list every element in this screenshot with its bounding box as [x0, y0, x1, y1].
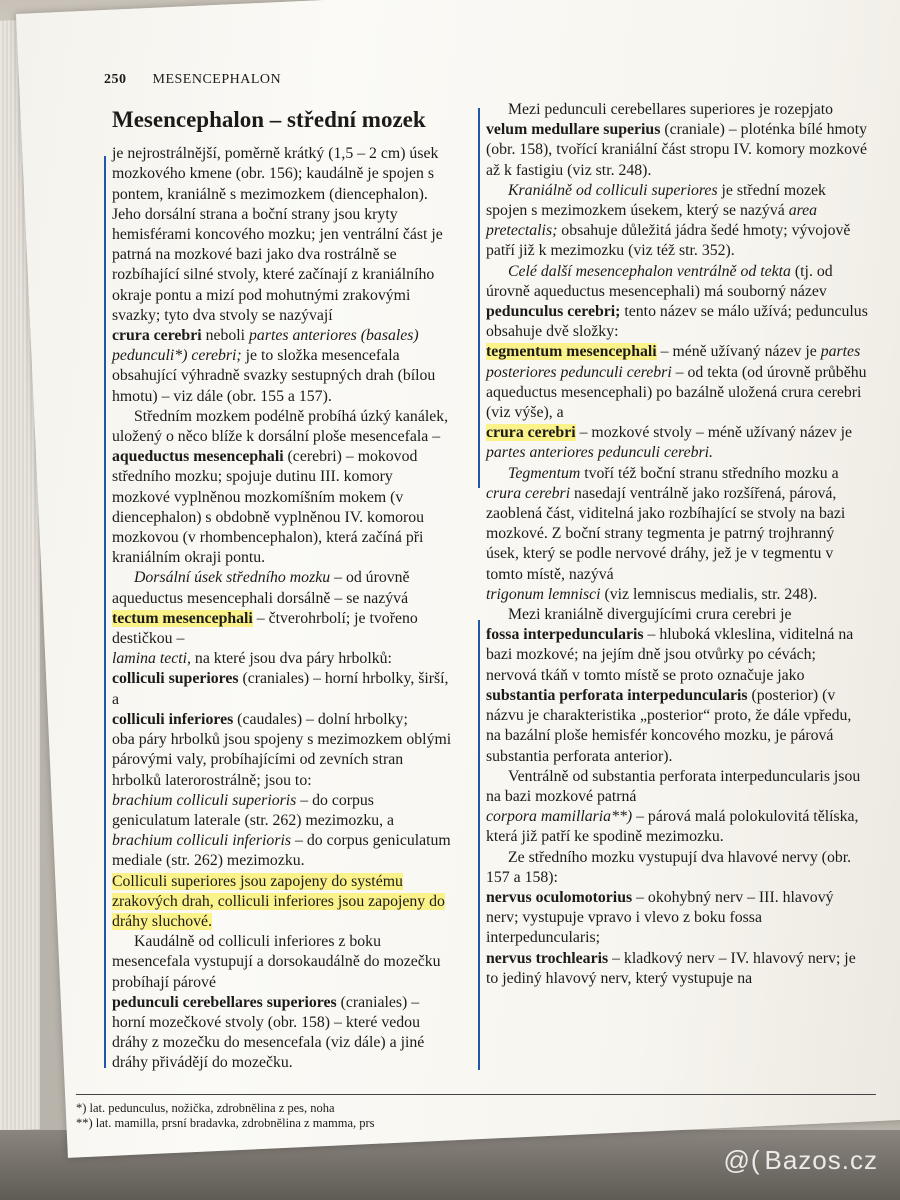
paragraph: pedunculus cerebri; tento název se málo užívá; pedunculus obsahuje dvě složky:	[486, 303, 868, 341]
page-number: 250	[104, 72, 127, 87]
paragraph: trigonum lemnisci (viz lemniscus medialis, str. 248).	[486, 585, 818, 603]
paragraph: nervus trochlearis – kladkový nerv – IV. hlavový nerv; je to jediný hlavový nerv, který vystupuje na	[485, 949, 856, 987]
paragraph: corpora mamillaria**) – párová malá polokulovitá tělíska, která již patří ke spodině mezimozku.	[486, 808, 859, 846]
paragraph: Colliculi superiores jsou zapojeny do systému zrakových drah, colliculi inferiores jsou zapojeny do dráhy sluchové.	[112, 872, 445, 930]
footnote: **) lat. mamilla, prsní bradavka, zdrobnělina z mamma, prs	[76, 1116, 375, 1130]
paragraph: tegmentum mesencephali – méně užívaný název je partes posteriores pedunculi cerebri – od tekta (od úrovně průběhu aqueductus mesencephali) po bazálně uložená crura cerebri (viz výše), a	[486, 343, 867, 422]
paragraph: colliculi inferiores (caudales) – dolní hrbolky;	[112, 710, 408, 728]
bazos-logo-icon: @(	[723, 1145, 761, 1175]
paragraph: brachium colliculi superioris – do corpus geniculatum laterale (str. 262) mezimozku, a	[112, 791, 395, 829]
paragraph: pedunculi cerebellares superiores (craniales) – horní mozečkové stvoly (obr. 158) – které vedou dráhy z mozečku do mesencefala (viz dále) a jiné dráhy přivádějí do mozečku.	[112, 993, 425, 1072]
paragraph: Kraniálně od colliculi superiores je střední mozek spojen s mezimozkem úsekem, který se nazývá area pretectalis; obsahuje důležitá jádra šedé hmoty; vývojově patří již k mezimozku (viz též str. 352).	[486, 181, 851, 260]
running-title: MESENCEPHALON	[152, 72, 282, 87]
paragraph: Mezi kraniálně divergujícími crura cerebri je	[508, 606, 792, 624]
footnote: *) lat. pedunculus, nožička, zdrobnělina z pes, noha	[76, 1101, 335, 1115]
left-column	[111, 107, 452, 1074]
paragraph: Mezi pedunculi cerebellares superiores je rozepjato	[508, 101, 834, 119]
paragraph: Dorsální úsek středního mozku – od úrovně aqueductus mesencephali dorsálně – se nazývá	[112, 569, 410, 607]
paragraph: crura cerebri – mozkové stvoly – méně užívaný název je partes anteriores pedunculi cerebri.	[486, 424, 852, 462]
paragraph: tectum mesencephali – čtverohrbolí; je tvořeno destičkou –	[112, 609, 418, 648]
paragraph: Kaudálně od colliculi inferiores z boku mesencefala vystupují a dorsokaudálně do mozečku probíhají párové	[112, 933, 441, 991]
margin-bar-right-bottom	[478, 620, 480, 1070]
paragraph: Ze středního mozku vystupují dva hlavové nervy (obr. 157 a 158):	[486, 848, 852, 886]
watermark-text: Bazos.cz	[764, 1145, 878, 1175]
paragraph: lamina tecti, na které jsou dva páry hrbolků:	[112, 650, 392, 668]
paragraph: crura cerebri neboli partes anteriores (basales) pedunculi*) cerebri; je to složka mesencefala obsahující výhradně svazky sestupných drah (bílou hmotu) – viz dále (obr. 155 a 157).	[112, 327, 436, 405]
paragraph: velum medullare superius (craniale) – ploténka bílé hmoty (obr. 158), tvořící kraniální část stropu IV. komory mozkové až k fastigiu (viz str. 248).	[486, 121, 867, 179]
paragraph: Tegmentum tvoří též boční stranu středního mozku a crura cerebri nasedají ventrálně jako rozšířená, párová, zaoblená část, viditelná jako rozbíhající se stvoly na bazi mozkové. Z boční strany tegmenta je patrný trojhranný úsek, který se podle nervové dráhy, jež je v tegmentu v tomto místě, nazývá	[486, 464, 846, 583]
margin-bar-right-top	[478, 108, 480, 488]
paragraph: brachium colliculi inferioris – do corpus geniculatum mediale (str. 262) mezimozku.	[112, 832, 451, 870]
page-header	[104, 72, 281, 88]
paragraph: substantia perforata interpeduncularis (posterior) (v názvu je charakteristika „posterior“ proto, že dále vpředu, na bazální ploše hemisfér koncového mozku, je párová substantia perforata anterior).	[485, 686, 852, 765]
watermark	[723, 1145, 878, 1176]
paragraph: Středním mozkem podélně probíhá úzký kanálek, uložený o něco blíže k dorsální ploše mesencefala –	[112, 407, 449, 446]
margin-bar-left	[104, 156, 106, 1068]
footnotes	[76, 1094, 876, 1131]
paragraph: Celé další mesencephalon ventrálně od tekta (tj. od úrovně aqueductus mesencephali) má souborný název	[486, 262, 833, 300]
paragraph: fossa interpeduncularis – hluboká vkleslina, viditelná na bazi mozkové; na jejím dně jsou otvůrky po cévách; nervová tkáň v tomto místě se proto označuje jako	[486, 626, 854, 684]
paragraph: Ventrálně od substantia perforata interpeduncularis jsou na bazi mozkové patrná	[486, 767, 861, 805]
right-column	[486, 100, 868, 989]
book-page	[16, 0, 900, 1158]
paragraph: colliculi superiores (craniales) – horní hrbolky, širší, a	[111, 670, 449, 708]
paragraph: je nejrostrálnější, poměrně krátký (1,5 – 2 cm) úsek mozkového kmene (obr. 156); kaudálně je spojen s pontem, kraniálně s mezimozkem (diencephalon). Jeho dorsální strana a boční strany jsou kryty hemisférami koncového mozku; jen ventrální část je patrná na mozkové bazi jako dva rostrálně se rozbíhající silné stvoly, které začínají z kraniálního okraje pontu a mizí pod mohutnými zrakovými svazky; tyto dva stvoly se nazývají	[111, 145, 443, 324]
paragraph: nervus oculomotorius – okohybný nerv – III. hlavový nerv; vystupuje vpravo i vlevo z boku fossa interpeduncularis;	[486, 888, 834, 947]
section-title: Mesencephalon – střední mozek	[112, 107, 426, 132]
paragraph: aqueductus mesencephali (cerebri) – mokovod středního mozku; spojuje dutinu III. komory mozkové vyplněnou mozkomíšním mokem (v diencephalon) s obdobně vyplněnou IV. komorou mozkovou (v rhombencephalon), která začíná při kraniálním okraji pontu.	[111, 448, 425, 567]
paragraph: oba páry hrbolků jsou spojeny s mezimozkem oblými párovými valy, probíhajícími od zevních stran hrbolků laterorostrálně; jsou to:	[112, 731, 452, 789]
